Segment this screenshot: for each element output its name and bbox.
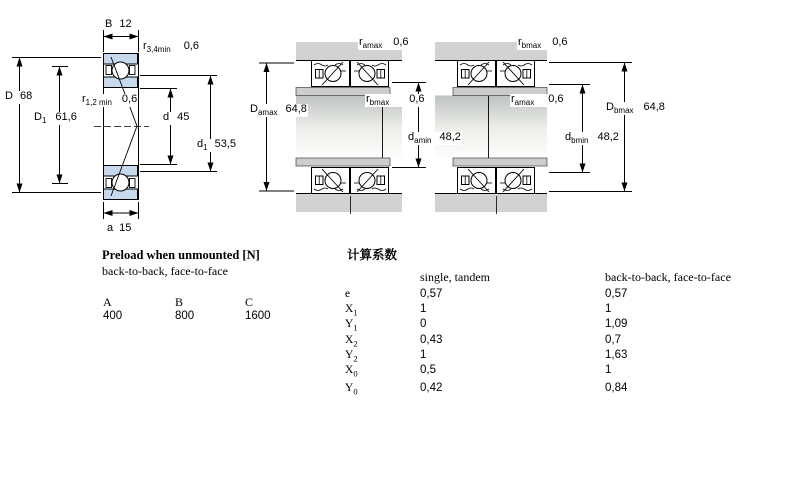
preload-table-title: Preload when unmounted [N] xyxy=(102,248,260,262)
factor-row-label: e xyxy=(345,288,351,300)
dim-label-r34min: $r_{3,4min}$ 0,6 xyxy=(143,40,199,55)
dim-label-rbmax-middle: $r_{bmax}$ 0,6 xyxy=(366,93,425,108)
dim-label-B: B 12 xyxy=(104,19,133,32)
factor-value: 0 xyxy=(420,318,427,330)
factor-value: 0,42 xyxy=(420,382,443,394)
factor-row-label: $X_1$ xyxy=(345,303,358,318)
dim-label-d: d 45 xyxy=(162,112,190,125)
factor-value: 0,43 xyxy=(420,334,443,346)
factors-col2-header: back-to-back, face-to-face xyxy=(605,270,731,284)
factor-row-label: $Y_1$ xyxy=(345,318,358,333)
dim-label-dbmin: $d_{bmin}$ 48,2 xyxy=(565,131,619,146)
dim-label-d1: $d_1$ 53,5 xyxy=(197,138,236,153)
preload-table-subtitle: back-to-back, face-to-face xyxy=(102,264,228,278)
dim-label-ramax-right: $r_{amax}$ 0,6 xyxy=(511,93,564,108)
factor-value: 1 xyxy=(605,303,612,315)
middle-mounting-diagram xyxy=(296,42,402,214)
factor-value: 0,57 xyxy=(605,288,628,300)
dim-label-ramax-middle: $r_{amax}$ 0,6 xyxy=(359,36,409,51)
factor-value: 1 xyxy=(605,364,612,376)
factor-value: 0,5 xyxy=(420,364,436,376)
factor-value: 1 xyxy=(420,303,427,315)
factor-row-label: $Y_0$ xyxy=(345,382,358,397)
factor-value: 0,57 xyxy=(420,288,443,300)
dim-label-r12min: $r_{1,2 min}$ 0,6 xyxy=(82,93,138,108)
factor-row-label: $Y_2$ xyxy=(345,349,358,364)
preload-col-A: A xyxy=(103,295,112,309)
factor-value: 0,7 xyxy=(605,334,621,346)
factors-col1-header: single, tandem xyxy=(420,270,490,284)
preload-value-C: 1600 xyxy=(245,310,271,322)
preload-value-B: 800 xyxy=(175,310,195,322)
factor-row-label: $X_0$ xyxy=(345,364,358,379)
dim-label-Dbmax: $D_{bmax}$ 64,8 xyxy=(606,101,665,116)
factor-value: 1,63 xyxy=(605,349,628,361)
dim-label-D1: $D_1$ 61,6 xyxy=(34,111,77,126)
right-dimension-lines xyxy=(549,63,632,192)
dim-label-Damax: $D_{amax}$ 64,8 xyxy=(250,103,307,118)
preload-value-A: 400 xyxy=(103,310,123,322)
dim-label-rbmax-right: $r_{bmax}$ 0,6 xyxy=(518,36,568,51)
right-mounting-diagram xyxy=(435,42,547,214)
dim-label-a: a 15 xyxy=(106,223,132,236)
factor-value: 1,09 xyxy=(605,318,628,330)
factors-table-title: 计算系数 xyxy=(347,248,398,262)
factor-value: 1 xyxy=(420,349,427,361)
dim-label-damin: $d_{amin}$ 48,2 xyxy=(408,131,461,146)
factor-value: 0,84 xyxy=(605,382,628,394)
dim-label-D: D 68 xyxy=(4,91,33,104)
preload-col-B: B xyxy=(175,295,184,309)
preload-col-C: C xyxy=(245,295,254,309)
factor-row-label: $X_2$ xyxy=(345,334,358,349)
